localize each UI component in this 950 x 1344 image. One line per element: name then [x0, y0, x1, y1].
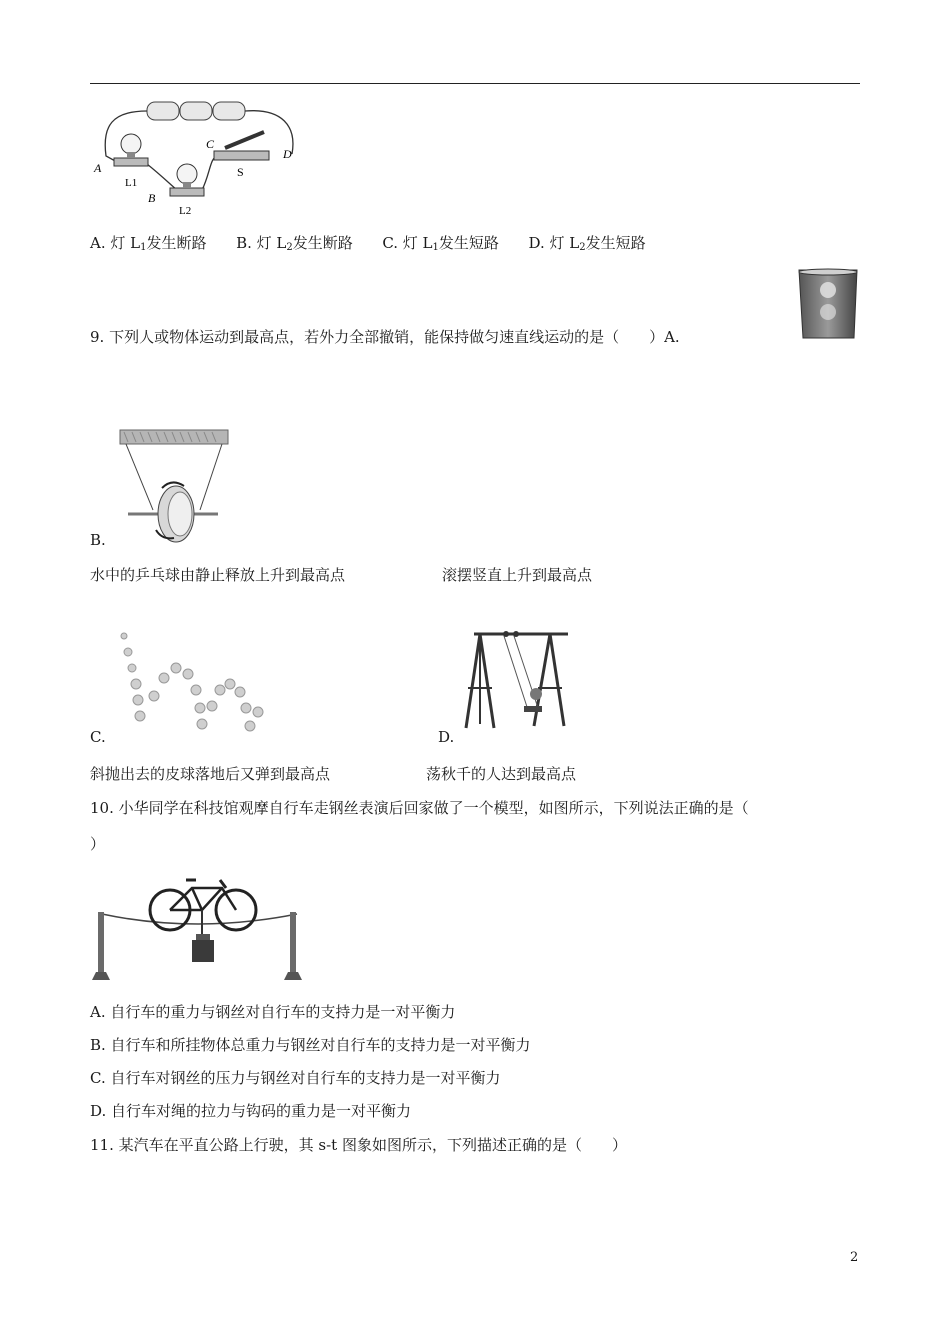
header-rule [90, 83, 860, 84]
q9-caption-c: 斜抛出去的皮球落地后又弹到最高点 [90, 765, 331, 783]
switch-base [214, 151, 269, 160]
label-c: C [206, 137, 215, 151]
q10-option-b[interactable]: B. 自行车和所挂物体总重力与钢丝对自行车的支持力是一对平衡力 [90, 1036, 531, 1054]
left-pole [98, 912, 104, 976]
bouncing-ball-image [118, 628, 266, 740]
swing-image [460, 628, 578, 736]
label-d: D [283, 147, 292, 161]
circuit-figure [92, 96, 307, 224]
q9-label-d[interactable]: D. [438, 728, 455, 746]
battery-cell-1 [147, 102, 179, 120]
q8-option-b[interactable]: B. 灯 $L_2$发生断路 [236, 234, 353, 253]
q11-stem: 11. 某汽车在平直公路上行驶，其 s-t 图象如图所示，下列描述正确的是（ ） [90, 1136, 627, 1154]
ping-pong-ball [820, 282, 836, 298]
page-number: 2 [850, 1250, 859, 1265]
q10-option-a[interactable]: A. 自行车的重力与钢丝对自行车的支持力是一对平衡力 [90, 1003, 456, 1021]
label-s: S [237, 165, 244, 179]
q9-caption-d: 荡秋千的人达到最高点 [426, 765, 577, 783]
label-l2: L2 [179, 205, 192, 217]
q8-option-d[interactable]: D. 灯 $L_2$发生短路 [528, 234, 646, 253]
switch-blade [225, 132, 264, 148]
lamp-l1-bulb [121, 134, 141, 154]
maxwell-wheel-image [118, 428, 230, 546]
q8-option-a[interactable]: A. 灯 $L_1$发生断路 [90, 234, 207, 253]
lamp-l2-base [170, 188, 204, 196]
q8-options [90, 233, 646, 258]
q9-label-b[interactable]: B. [90, 531, 106, 549]
label-a: A [94, 161, 102, 175]
q8-option-c[interactable]: C. 灯 $L_1$发生短路 [382, 234, 499, 253]
lamp-l1-base [114, 158, 148, 166]
q9-label-c[interactable]: C. [90, 728, 106, 746]
q10-stem-line2: ） [90, 835, 106, 853]
bicycle-tightrope-image [92, 862, 307, 984]
q9-caption-a: 水中的乒乓球由静止释放上升到最高点 [90, 566, 346, 584]
q10-stem-line1: 10. 小华同学在科技馆观摩自行车走钢丝表演后回家做了一个模型，如图所示，下列说法正确的是（ [90, 799, 749, 817]
hook-weight [192, 940, 214, 962]
q9-caption-b: 滚摆竖直上升到最高点 [442, 566, 593, 584]
battery-cell-2 [180, 102, 212, 120]
q9-stem: 9. 下列人或物体运动到最高点，若外力全部撤销，能保持做匀速直线运动的是（ ）A. [90, 328, 680, 346]
beaker-image [797, 268, 859, 340]
right-pole [290, 912, 296, 976]
q10-option-d[interactable]: D. 自行车对绳的拉力与钩码的重力是一对平衡力 [90, 1102, 412, 1120]
label-b: B [148, 191, 156, 205]
label-l1: L1 [125, 177, 138, 189]
battery-cell-3 [213, 102, 245, 120]
lamp-l2-bulb [177, 164, 197, 184]
q10-option-c[interactable]: C. 自行车对钢丝的压力与钢丝对自行车的支持力是一对平衡力 [90, 1069, 501, 1087]
swing-seat [524, 706, 542, 712]
